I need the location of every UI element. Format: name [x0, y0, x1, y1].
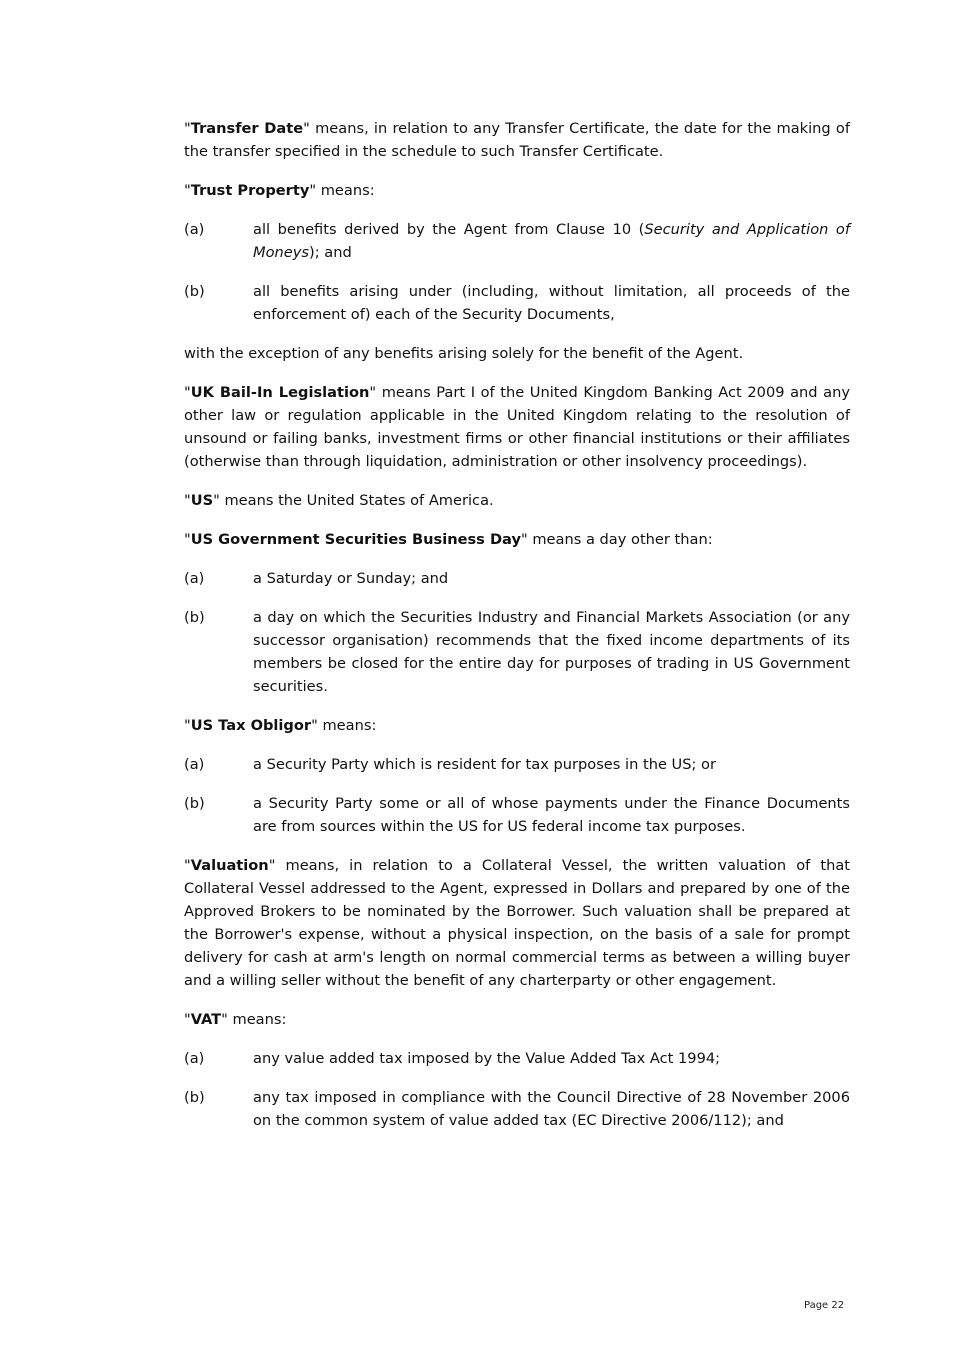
- definition-text: " means a day other than:: [520, 531, 713, 548]
- definition-text: " means, in relation to any Transfer Certificate, the date for the making of the transfer specified in the schedule to such Transfer Certificate.: [184, 120, 850, 160]
- item-text: any value added tax imposed by the Value Added Tax Act 1994;: [253, 1050, 721, 1067]
- list-item: [184, 218, 850, 264]
- term: Valuation: [190, 857, 269, 874]
- definition-vat: [184, 1008, 850, 1031]
- term: UK Bail-In Legislation: [190, 384, 370, 401]
- quote: ": [184, 120, 191, 137]
- definition-text: " means:: [221, 1011, 287, 1028]
- quote: ": [184, 531, 191, 548]
- quote: ": [184, 384, 191, 401]
- list-item: [184, 753, 850, 776]
- item-text: a Saturday or Sunday; and: [253, 570, 449, 587]
- item-label: (a): [184, 570, 205, 587]
- definition-transfer-date: [184, 117, 850, 163]
- term: VAT: [190, 1011, 222, 1028]
- definition-text: " means:: [311, 717, 377, 734]
- item-text: a Security Party some or all of whose payments under the Finance Documents are from sources within the US for US federal income tax purposes.: [253, 795, 850, 835]
- definition-text: " means:: [309, 182, 375, 199]
- term: US: [190, 492, 214, 509]
- item-text: a Security Party which is resident for tax purposes in the US; or: [253, 756, 716, 773]
- item-label: (a): [184, 221, 205, 238]
- item-label: (a): [184, 1050, 205, 1067]
- definition-us-tax: [184, 714, 850, 737]
- text: all benefits derived by the Agent from Clause 10 (: [253, 221, 645, 238]
- list-item: [184, 1047, 850, 1070]
- definition-uk-bail-in: [184, 381, 850, 473]
- page-number: Page 22: [804, 1300, 845, 1311]
- quote: ": [184, 1011, 191, 1028]
- term: Transfer Date: [190, 120, 304, 137]
- item-text: all benefits arising under (including, without limitation, all proceeds of the enforcement of) each of the Security Documents,: [253, 283, 850, 323]
- list-item: [184, 1086, 850, 1132]
- definition-text: " means, in relation to a Collateral Vessel, the written valuation of that Collateral Vessel addressed to the Agent, expressed in Dollars and prepared by one of the Approved Brokers to be nominated by the Borrower. Such valuation shall be prepared at the Borrower's expense, without a physical inspection, on the basis of a sale for prompt delivery for cash at arm's length on normal commercial terms as between a willing buyer and a willing seller without the benefit of any charterparty or other engagement.: [184, 857, 850, 989]
- term: US Government Securities Business Day: [190, 531, 521, 548]
- definition-us: [184, 489, 850, 512]
- quote: ": [184, 717, 191, 734]
- item-label: (b): [184, 1089, 205, 1106]
- definition-valuation: [184, 854, 850, 992]
- item-label: (b): [184, 609, 205, 626]
- document-body: [184, 117, 850, 1148]
- definition-trust-property: [184, 179, 850, 202]
- item-label: (a): [184, 756, 205, 773]
- definition-text: " means Part I of the United Kingdom Banking Act 2009 and any other law or regulation applicable in the United Kingdom relating to the resolution of unsound or failing banks, investment firms or other financial institutions or their affiliates (otherwise than through liquidation, administration or other insolvency proceedings).: [184, 384, 850, 470]
- item-label: (b): [184, 795, 205, 812]
- quote: ": [184, 492, 191, 509]
- clause-title: Security and Application of Moneys: [253, 221, 850, 261]
- list-item: [184, 792, 850, 838]
- term: Trust Property: [190, 182, 310, 199]
- trust-property-tail: with the exception of any benefits arising solely for the benefit of the Agent.: [184, 345, 744, 362]
- item-text: a day on which the Securities Industry and Financial Markets Association (or any successor organisation) recommends that the fixed income departments of its members be closed for the entire day for purposes of trading in US Government securities.: [253, 609, 850, 695]
- quote: ": [184, 857, 191, 874]
- text: ); and: [309, 244, 352, 261]
- item-label: (b): [184, 283, 205, 300]
- item-text: any tax imposed in compliance with the Council Directive of 28 November 2006 on the common system of value added tax (EC Directive 2006/112); and: [253, 1089, 850, 1129]
- list-item: [184, 567, 850, 590]
- term: US Tax Obligor: [190, 717, 312, 734]
- definition-us-gov: [184, 528, 850, 551]
- list-item: [184, 280, 850, 326]
- definition-text: " means the United States of America.: [213, 492, 494, 509]
- list-item: [184, 606, 850, 698]
- quote: ": [184, 182, 191, 199]
- item-text: [253, 218, 850, 264]
